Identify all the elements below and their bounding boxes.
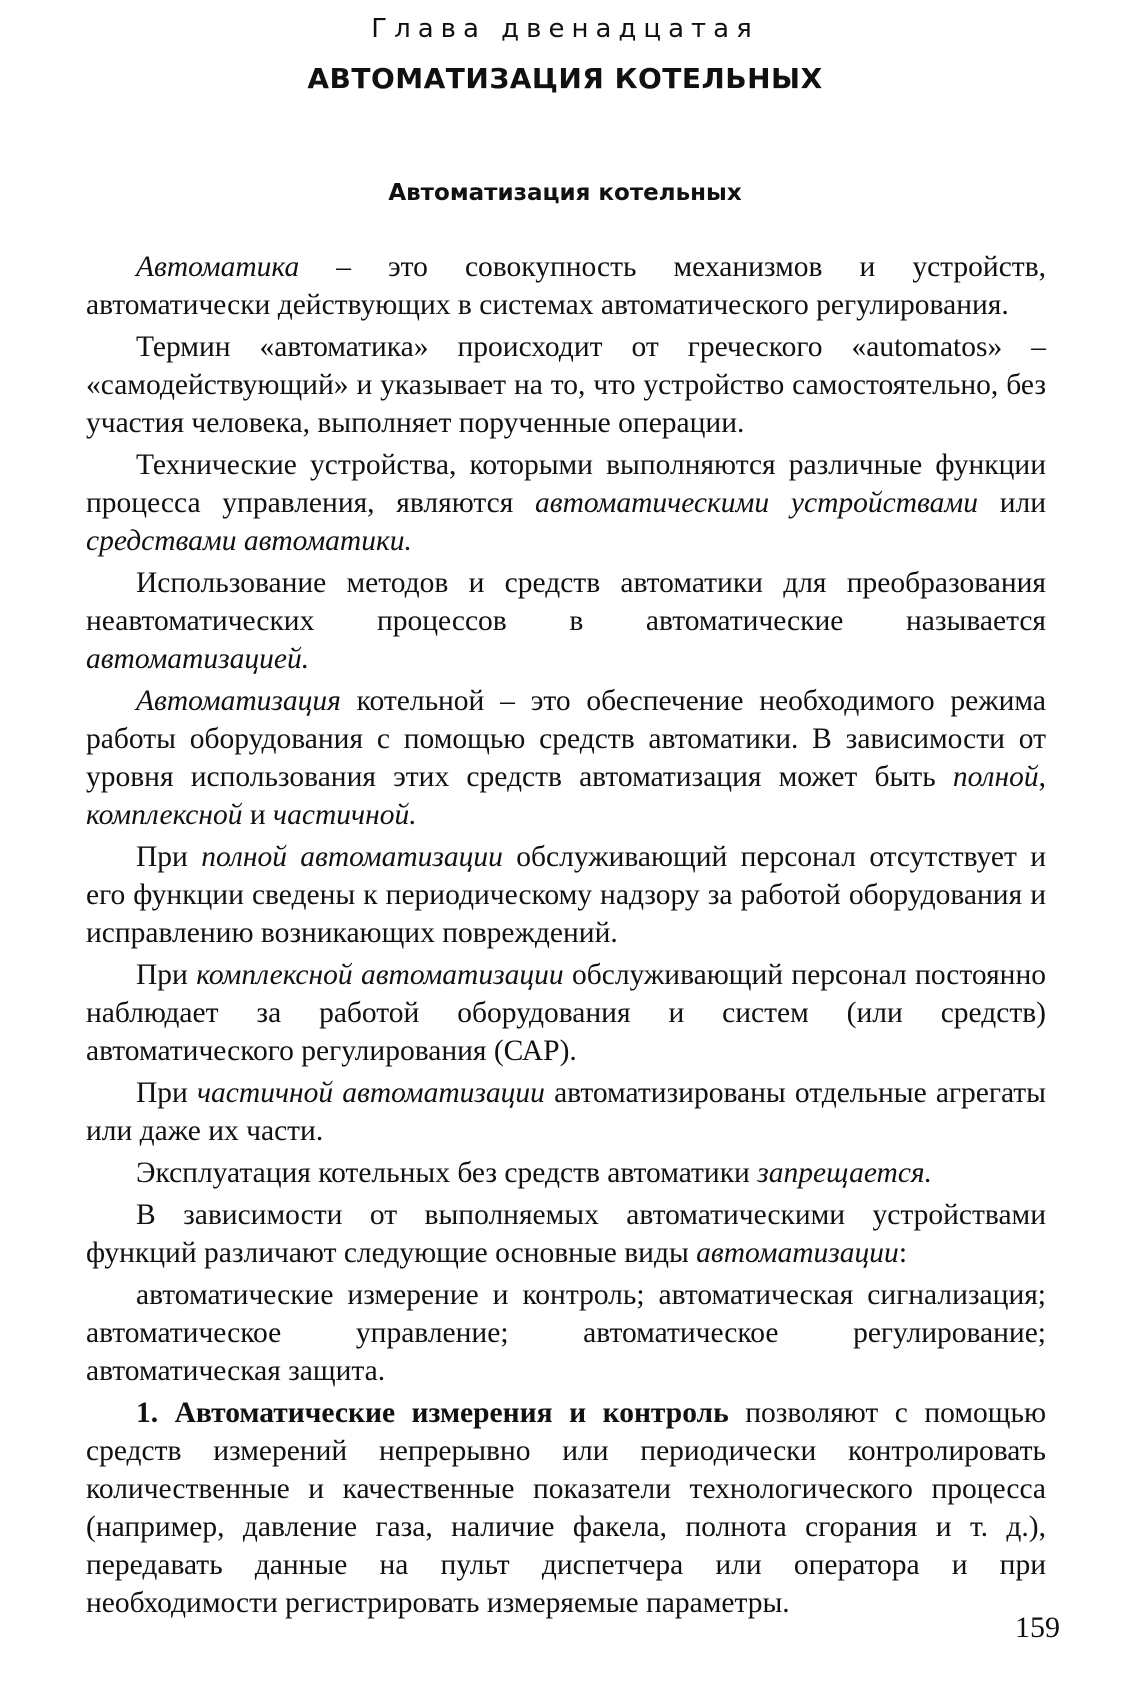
italic-term: комплексной автоматизации xyxy=(196,959,564,991)
paragraph-text: Эксплуатация котельных без средств автоматики xyxy=(136,1157,758,1189)
chapter-label: Глава двенадцатая xyxy=(371,14,759,44)
paragraph-text: При xyxy=(136,841,202,873)
paragraph: Термин «автоматика» происходит от греческого «automatos» – «самодействующий» и указывает на то, что устройство самостоятельно, без участия человека, выполняет порученные операции. xyxy=(86,331,1046,439)
section-title: Автоматизация котельных xyxy=(388,180,742,206)
italic-term: автоматизации xyxy=(696,1237,899,1269)
automation-types-list: автоматические измерение и контроль; автоматическая сигнализация; автоматическое управление; автоматическое регулирование; автоматическая защита. xyxy=(86,1279,1046,1387)
paragraph-text: и xyxy=(242,799,274,831)
paragraph xyxy=(86,1196,1046,1272)
paragraph-text: , xyxy=(1038,761,1046,793)
paragraph xyxy=(86,1154,1046,1192)
paragraph-text: : xyxy=(898,1237,908,1269)
paragraph-text: обслуживающий персонал отсутствует и его функции сведены к периодическому надзору за работой оборудования и исправлению возникающих повреждений. xyxy=(86,841,1047,949)
paragraph xyxy=(86,446,1046,560)
italic-term: запрещается. xyxy=(757,1157,933,1189)
body-text xyxy=(86,248,1046,1626)
italic-term: полной автоматизации xyxy=(201,841,503,873)
paragraph xyxy=(86,1074,1046,1150)
italic-term: комплексной xyxy=(86,799,243,831)
italic-term: Автоматизация xyxy=(136,685,341,717)
paragraph xyxy=(86,1394,1046,1622)
paragraph-text: Использование методов и средств автоматики для преобразования неавтоматических процессов в автоматические называется xyxy=(86,567,1046,637)
paragraph xyxy=(86,682,1046,834)
italic-term: автоматизацией. xyxy=(86,643,310,675)
italic-term: частичной. xyxy=(273,799,417,831)
bold-term: 1. Автоматические измерения и контроль xyxy=(136,1397,729,1429)
italic-term: средствами автоматики. xyxy=(86,525,412,557)
paragraph-text: При xyxy=(136,1077,197,1109)
italic-term: частичной автоматизации xyxy=(196,1077,545,1109)
paragraph-text: Технические устройства, которыми выполняются различные функции процесса управления, являются xyxy=(86,449,1046,519)
paragraph-text: обслуживающий персонал постоянно наблюдает за работой оборудования и систем (или средств) автоматического регулирования (САР). xyxy=(86,959,1046,1067)
paragraph-text: автоматизированы отдельные агрегаты или даже их части. xyxy=(86,1077,1046,1147)
italic-term: полной xyxy=(952,761,1039,793)
paragraph xyxy=(86,248,1046,324)
paragraph-text: позволяют с помощью средств измерений непрерывно или периодически контролировать количественные и качественные показатели технологического процесса (например, давление газа, наличие факела, полнота сгорания и т. д.), передавать данные на пульт диспетчера или оператора и при необходимости регистрировать измеряемые параметры. xyxy=(86,1397,1046,1619)
page-number: 159 xyxy=(1015,1611,1060,1644)
paragraph-text: или xyxy=(977,487,1046,519)
paragraph-text: При xyxy=(136,959,197,991)
italic-term: автоматическими устройствами xyxy=(535,487,978,519)
paragraph xyxy=(86,838,1046,952)
paragraph-text: В зависимости от выполняемых автоматическими устройствами функций различают следующие основные виды xyxy=(86,1199,1046,1269)
paragraph-text: – это совокупность механизмов и устройств, автоматически действующих в системах автоматического регулирования. xyxy=(86,251,1046,321)
paragraph xyxy=(86,956,1046,1070)
paragraph xyxy=(86,564,1046,678)
paragraph-text: котельной – это обеспечение необходимого режима работы оборудования с помощью средств автоматики. В зависимости от уровня использования этих средств автоматизация может быть xyxy=(86,685,1046,793)
italic-term: Автоматика xyxy=(136,251,300,283)
chapter-title: АВТОМАТИЗАЦИЯ КОТЕЛЬНЫХ xyxy=(307,62,823,95)
